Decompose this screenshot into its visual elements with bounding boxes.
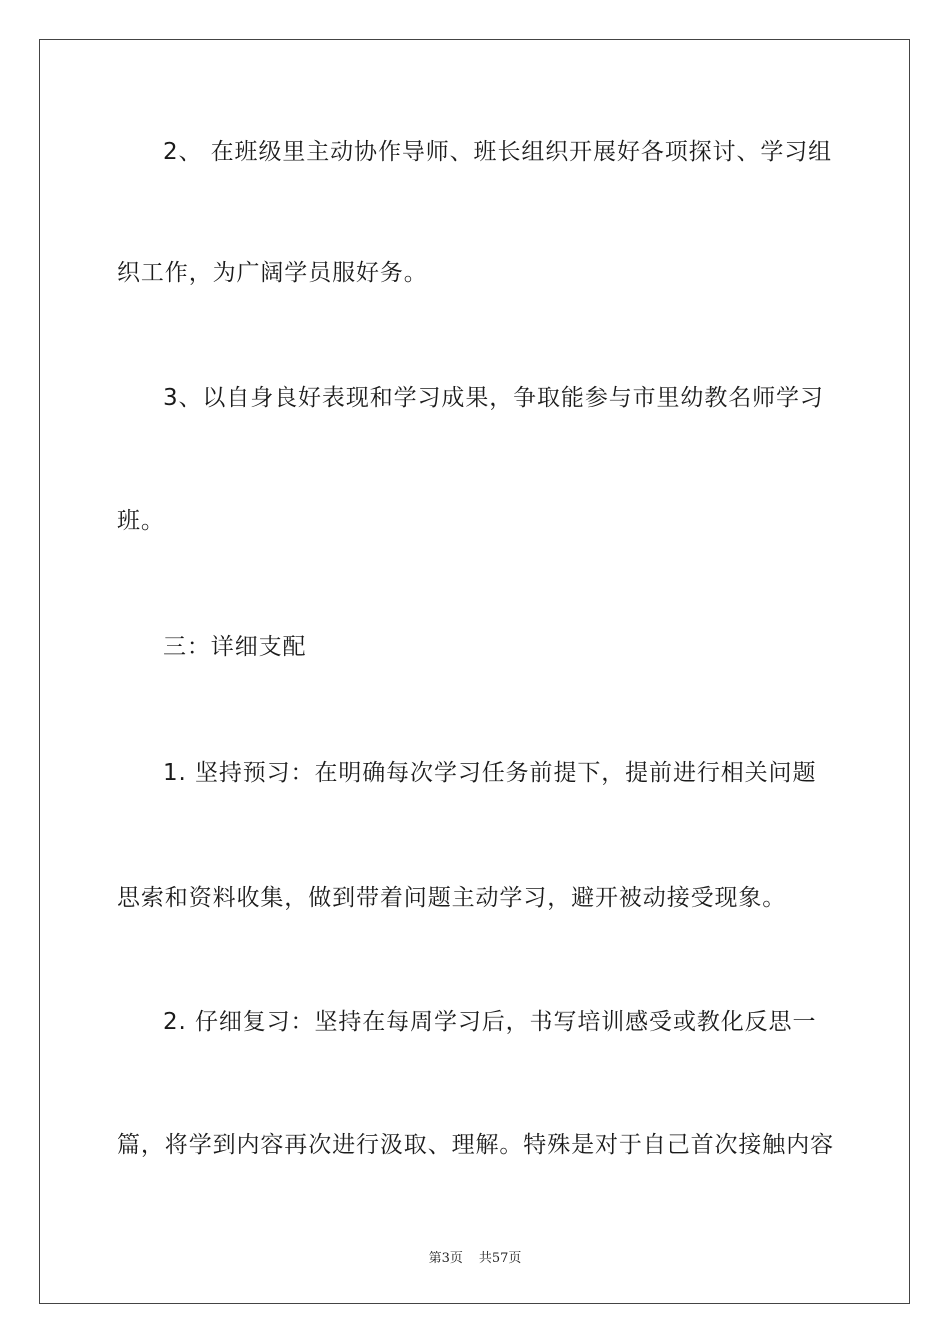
paragraph-line: 篇，将学到内容再次进行汲取、理解。特殊是对于自己首次接触内容 (117, 1132, 834, 1158)
paragraph-line: 织工作，为广阔学员服好务。 (117, 260, 428, 286)
section-heading: 三：详细支配 (163, 634, 307, 660)
paragraph-line: 1. 坚持预习：在明确每次学习任务前提下，提前进行相关问题 (163, 760, 817, 786)
page-footer (0, 1247, 950, 1266)
page-total: 共57页 (478, 1251, 522, 1266)
page-number: 第3页 (428, 1251, 463, 1266)
paragraph-line: 2、 在班级里主动协作导师、班长组织开展好各项探讨、学习组 (163, 139, 833, 165)
paragraph-line: 思索和资料收集，做到带着问题主动学习，避开被动接受现象。 (117, 885, 787, 911)
page-border (39, 39, 910, 1304)
paragraph-line: 2. 仔细复习：坚持在每周学习后，书写培训感受或教化反思一 (163, 1009, 817, 1035)
paragraph-line: 班。 (117, 508, 165, 534)
paragraph-line: 3、以自身良好表现和学习成果，争取能参与市里幼教名师学习 (163, 385, 824, 411)
